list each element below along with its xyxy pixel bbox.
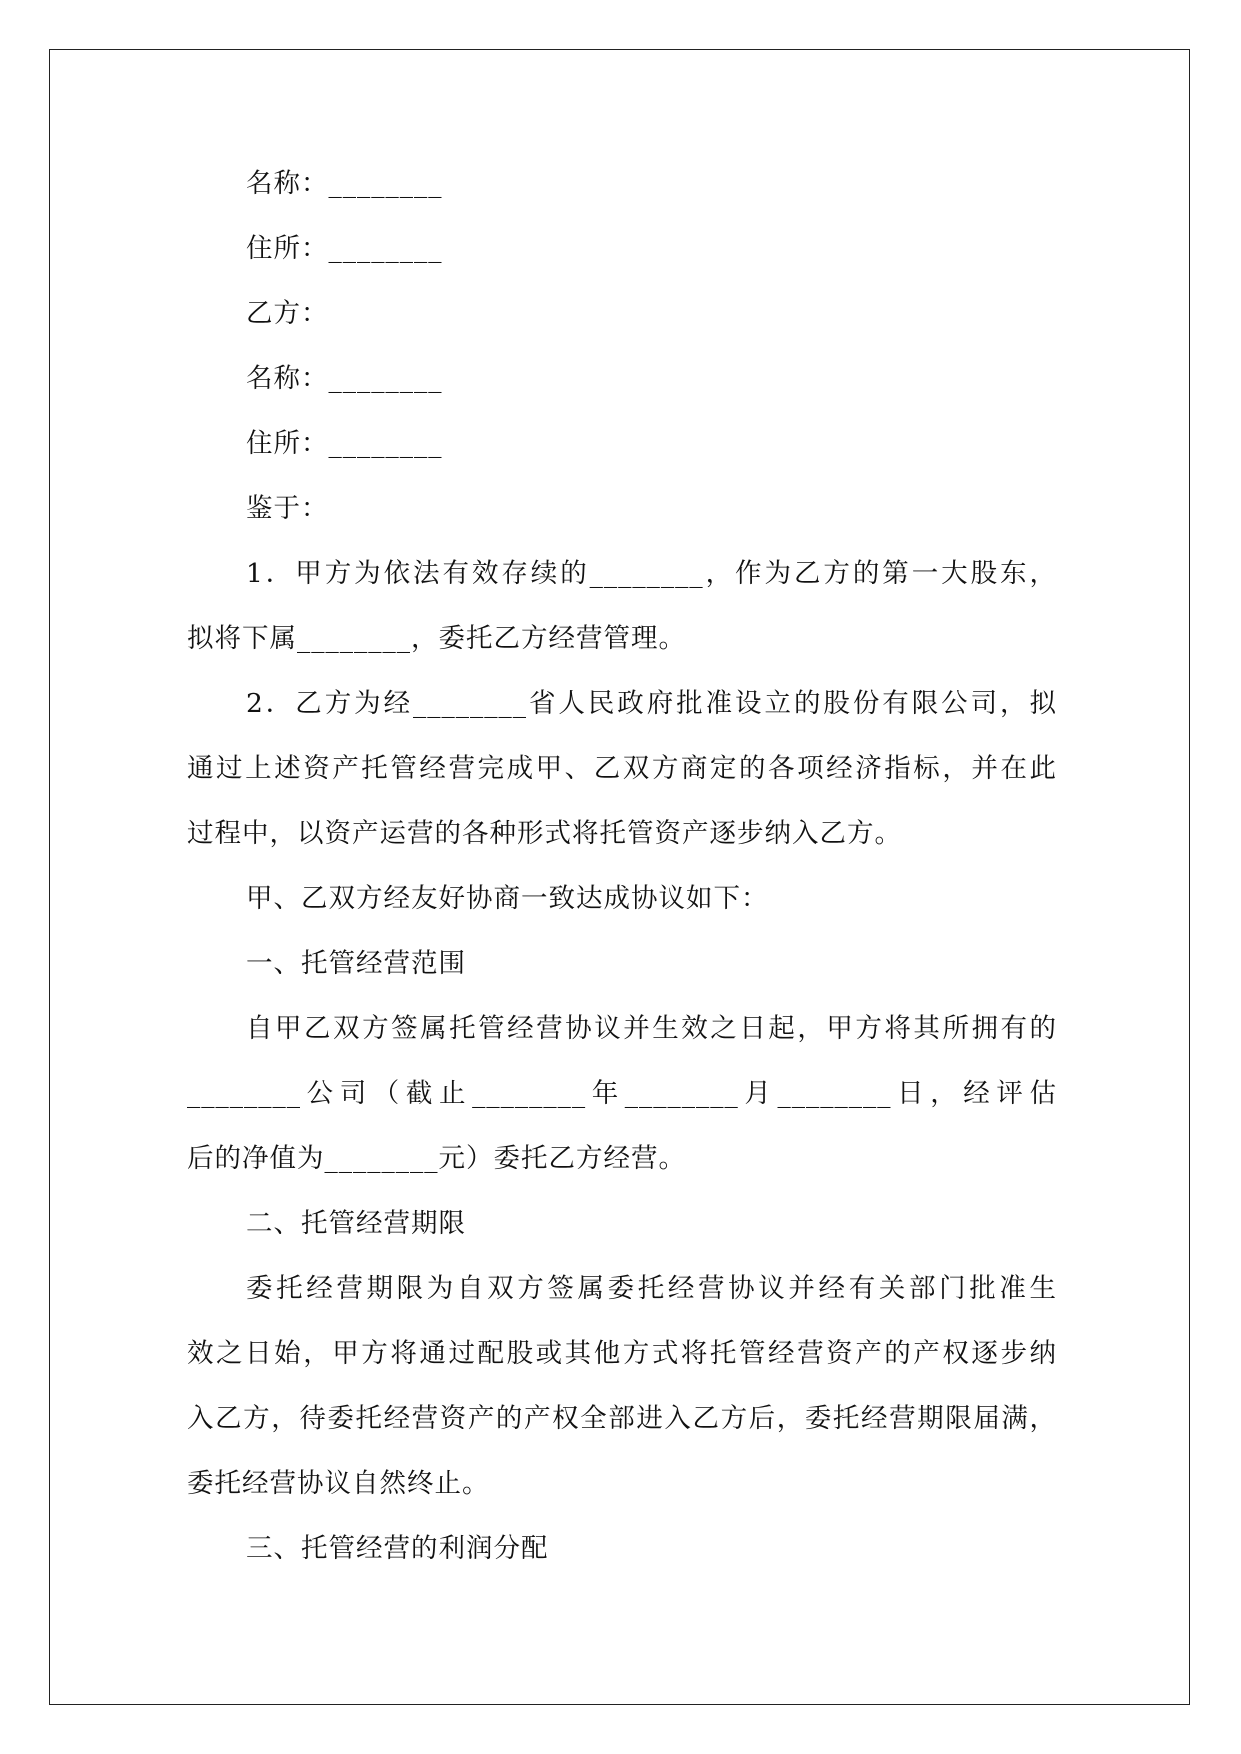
party-a-address-line: 住所：________	[246, 233, 443, 264]
clause1-line2: 拟将下属________，委托乙方经营管理。	[187, 623, 686, 654]
section2-line3: 入乙方，待委托经营资产的产权全部进入乙方后，委托经营期限届满，	[187, 1403, 1057, 1434]
section1-line3: 后的净值为________元）委托乙方经营。	[187, 1143, 686, 1174]
clause1-line1: 1．甲方为依法有效存续的________，作为乙方的第一大股东，	[246, 558, 1057, 589]
party-b-address-line: 住所：________	[246, 428, 443, 459]
clause2-line2: 通过上述资产托管经营完成甲、乙双方商定的各项经济指标，并在此	[187, 753, 1057, 784]
section2-heading: 二、托管经营期限	[246, 1208, 466, 1239]
section2-line1: 委托经营期限为自双方签属委托经营协议并经有关部门批准生	[246, 1273, 1057, 1304]
section1-heading: 一、托管经营范围	[246, 948, 466, 979]
whereas-heading: 鉴于：	[246, 493, 329, 524]
party-b-heading: 乙方：	[246, 298, 329, 329]
clause2-line1: 2．乙方为经________省人民政府批准设立的股份有限公司，拟	[246, 688, 1057, 719]
party-a-name-line: 名称：________	[246, 168, 443, 199]
section1-line2: ________公司（截止________年________月________日，经评估	[187, 1078, 1057, 1109]
agreement-statement: 甲、乙双方经友好协商一致达成协议如下：	[246, 883, 769, 914]
page-border	[49, 49, 1190, 1705]
clause2-line3: 过程中，以资产运营的各种形式将托管资产逐步纳入乙方。	[187, 818, 902, 849]
section2-line2: 效之日始，甲方将通过配股或其他方式将托管经营资产的产权逐步纳	[187, 1338, 1057, 1369]
section3-heading: 三、托管经营的利润分配	[246, 1533, 549, 1564]
section2-line4: 委托经营协议自然终止。	[187, 1468, 490, 1499]
section1-line1: 自甲乙双方签属托管经营协议并生效之日起，甲方将其所拥有的	[246, 1013, 1057, 1044]
party-b-name-line: 名称：________	[246, 363, 443, 394]
